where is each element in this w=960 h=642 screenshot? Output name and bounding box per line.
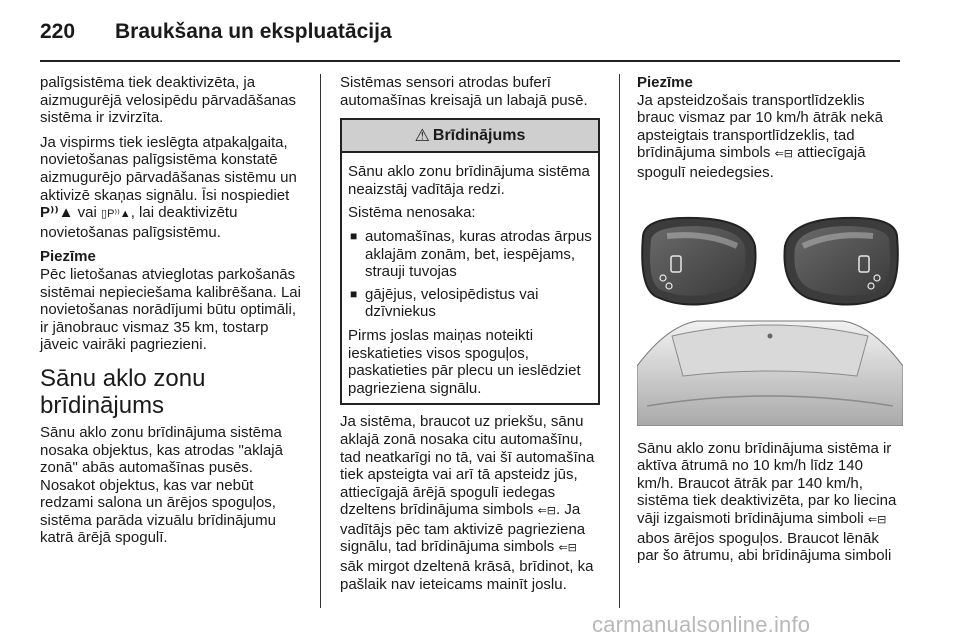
header-rule xyxy=(40,60,900,62)
text-run: abos ārējos spoguļos. Braucot lēnāk par šo ātrumu, abi brīdinājuma simboli xyxy=(637,529,892,565)
bullet-icon: ■ xyxy=(350,228,358,243)
bullet-list xyxy=(348,228,592,321)
blind-spot-warning-icon: ⇐⊟ xyxy=(558,542,577,555)
warning-title: Brīdinājums xyxy=(432,126,526,144)
text-run: sāk mirgot dzeltenā krāsā, brīdinot, ka pašlaik nav ieteicams mainīt joslu. xyxy=(340,558,594,593)
paragraph: Sistēmas sensori atrodas buferī automašīnas kreisajā un labajā pusē. xyxy=(340,74,588,109)
list-item-text: automašīnas, kuras atrodas ārpus aklajām zonām, bet, iespējams, strauji tuvojas xyxy=(365,227,592,281)
section-heading-line: brīdinājums xyxy=(40,391,165,419)
paragraph xyxy=(40,134,302,242)
paragraph: Sānu aklo zonu brīdinājuma sistēma neaizstāj vadītāja redzi. xyxy=(348,163,590,198)
column-divider-1 xyxy=(320,74,321,608)
note-title: Piezīme xyxy=(637,74,693,91)
text-run: Ja apsteidzošais transportlīdzeklis brauc vismaz par 10 km/h ātrāk nekā apsteigtais transportlīdzeklis, tad brīdinājuma simbols xyxy=(637,91,883,162)
blind-spot-warning-icon: ⇐⊟ xyxy=(867,513,887,526)
watermark: carmanualsonline.info xyxy=(592,612,811,637)
paragraph xyxy=(637,440,903,565)
blind-spot-warning-icon: ⇐⊟ xyxy=(774,148,793,161)
note xyxy=(40,248,302,354)
text-run: . Ja vadītājs pēc tam aktivizē pagrieziena signālu, tad brīdinājuma simbols xyxy=(340,501,586,556)
note-text: Pēc lietošanas atvieglotas parkošanās sistēmai nepieciešama kalibrēšana. Lai novietošanas norādījumi būtu optimāli, ir jānobrauc vismaz 35 km, tostarp jāveic vairāki pagriezieni. xyxy=(40,265,301,354)
mirrors-and-car-image xyxy=(637,216,903,426)
text-run: , lai deaktivizētu novietošanas palīgsistēmu. xyxy=(40,204,238,241)
section-heading xyxy=(40,365,302,419)
page-number: 220 xyxy=(40,20,76,43)
column-1 xyxy=(40,74,302,554)
column-divider-2 xyxy=(619,74,620,608)
text-run: Sānu aklo zonu brīdinājuma sistēma ir aktīva ātrumā no 10 km/h līdz 140 km/h. Braucot ātrāk par 140 km/h, sistēma tiek deaktivizēta, par ko liecina vāji izgaismoti brīdinājuma simboli xyxy=(637,439,897,527)
parking-assist-rear-icon: ▯P⁾⁾▲ xyxy=(101,208,131,221)
mirror-illustration xyxy=(637,216,903,426)
text-run: attiecīgajā spogulī neiedegsies. xyxy=(637,144,866,181)
warning-body xyxy=(342,153,598,403)
paragraph xyxy=(340,413,602,593)
left-mirror xyxy=(642,217,755,304)
parking-assist-icon: P⁾⁾▲ xyxy=(40,204,74,222)
paragraph: Sistēma nenosaka: xyxy=(348,204,476,222)
section-heading-line: Sānu aklo zonu xyxy=(40,364,206,392)
warning-box xyxy=(340,118,600,405)
page-title: Braukšana un ekspluatācija xyxy=(115,20,392,43)
column-2 xyxy=(340,74,602,600)
list-item-text: gājējus, velosipēdistus vai dzīvniekus xyxy=(365,285,539,321)
note xyxy=(637,74,903,182)
right-mirror xyxy=(784,217,897,304)
list-item xyxy=(348,228,592,281)
warning-header xyxy=(342,120,598,153)
text-run: Ja vispirms tiek ieslēgta atpakaļgaita, novietošanas palīgsistēma konstatē aizmugurējo pārvadāšanas sistēmu un aktivizē skaņas signālu. Īsi nospiediet xyxy=(40,133,297,204)
text-run: Ja sistēma, braucot uz priekšu, sānu aklajā zonā nosaka citu automašīnu, tad neatkarīgi no tā, vai šī automašīna tiek apsteigta vai arī tā apsteidz jūs, attiecīgajā ārējā spogulī iedegas dzeltens brīdinājuma simbols xyxy=(340,413,595,519)
bullet-icon: ■ xyxy=(350,286,358,301)
column-3 xyxy=(637,74,903,572)
car-emblem xyxy=(768,333,773,338)
page-header xyxy=(40,14,900,54)
paragraph: Pirms joslas maiņas noteikti ieskatieties visos spoguļos, paskatieties pār plecu un ieslēdziet pagrieziena signālu. xyxy=(348,326,581,397)
warning-icon: ⚠ xyxy=(414,125,430,145)
paragraph: palīgsistēma tiek deaktivizēta, ja aizmugurējā velosipēdu pārvadāšanas sistēma ir izvirzīta. xyxy=(40,74,296,127)
note-text xyxy=(637,92,903,182)
list-item xyxy=(348,286,592,321)
blind-spot-warning-icon: ⇐⊟ xyxy=(537,505,557,518)
note-title: Piezīme xyxy=(40,248,96,266)
paragraph: Sānu aklo zonu brīdinājuma sistēma nosaka objektus, kas atrodas "aklajā zonā" abās automašīnas pusēs. Nosakot objektus, kas var nebūt redzami salona un ārējos spoguļos, sistēma parāda vizuālu brīdinājumu katrā ārējā spogulī. xyxy=(40,423,283,547)
text-run: vai xyxy=(73,204,102,222)
rear-window xyxy=(672,325,868,376)
